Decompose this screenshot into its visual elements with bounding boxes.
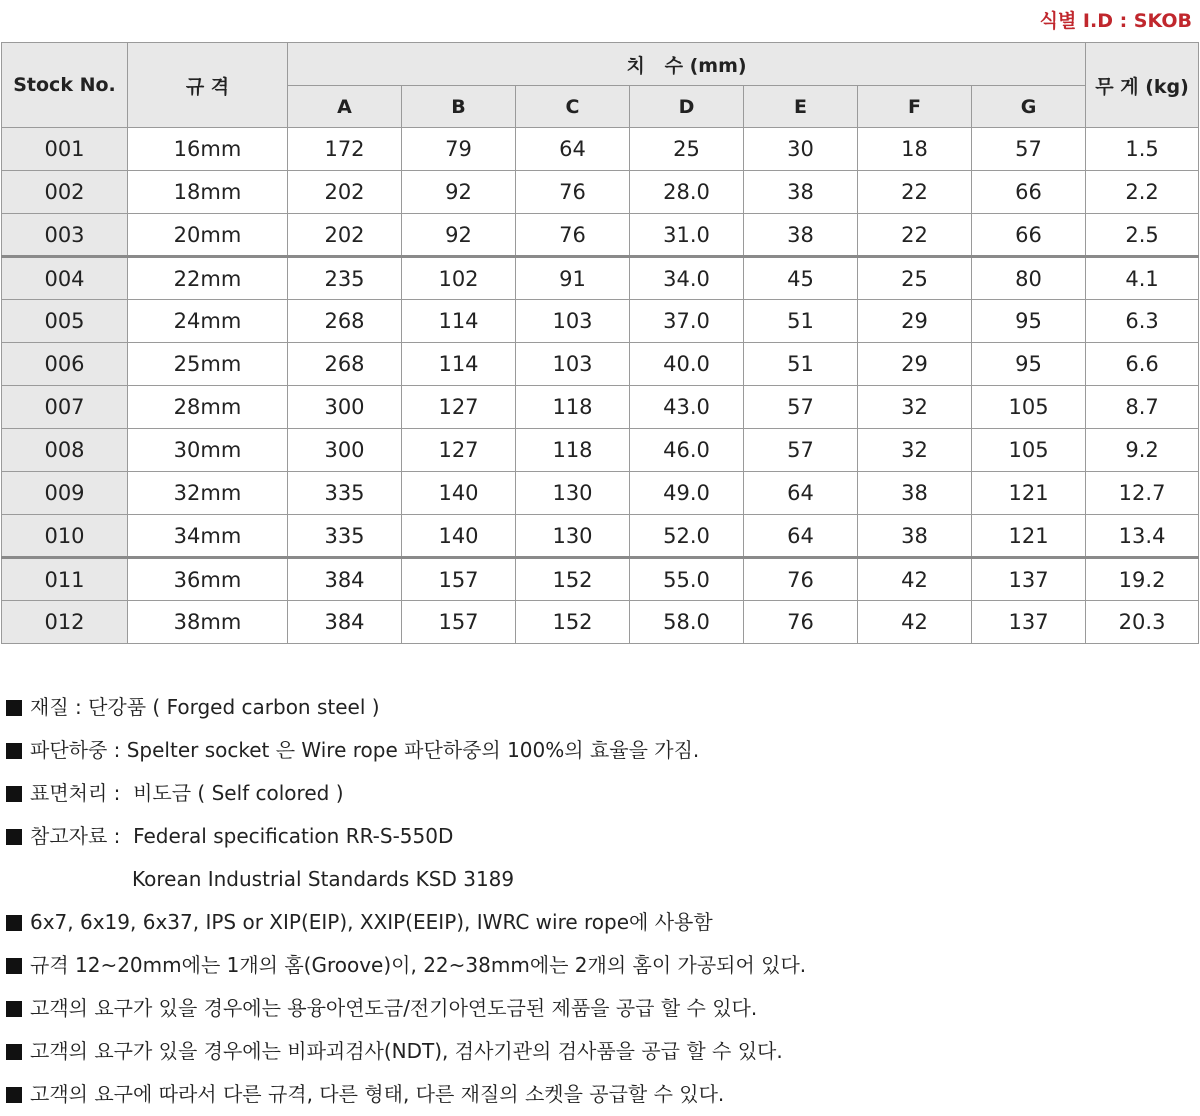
cell-d: 40.0 (630, 343, 744, 386)
note-text: 참고자료 : Federal specification RR-S-550D (30, 824, 454, 848)
header-weight: 무 게 (kg) (1086, 43, 1199, 128)
cell-f: 25 (858, 257, 972, 300)
cell-b: 114 (402, 343, 516, 386)
cell-e: 64 (744, 515, 858, 558)
table-row (2, 300, 1199, 343)
cell-b: 157 (402, 601, 516, 644)
cell-e: 76 (744, 558, 858, 601)
cell-stock-no: 011 (2, 558, 128, 601)
cell-b: 92 (402, 171, 516, 214)
header-dimensions: 치 수 (mm) (288, 43, 1086, 86)
header-col-b: B (402, 86, 516, 128)
table-row (2, 472, 1199, 515)
header-col-c: C (516, 86, 630, 128)
note-galvanizing (6, 987, 1196, 1030)
note-text: 파단하중 : Spelter socket 은 Wire rope 파단하중의 100%의 효율을 가짐. (30, 738, 700, 762)
cell-weight: 20.3 (1086, 601, 1199, 644)
cell-b: 79 (402, 128, 516, 171)
table-row (2, 515, 1199, 558)
cell-c: 91 (516, 257, 630, 300)
square-bullet-icon (6, 958, 22, 974)
cell-g: 57 (972, 128, 1086, 171)
cell-spec: 22mm (128, 257, 288, 300)
note-text: 고객의 요구에 따라서 다른 규격, 다른 형태, 다른 재질의 소켓을 공급할 수 있다. (30, 1082, 725, 1106)
cell-g: 66 (972, 214, 1086, 257)
note-text: 고객의 요구가 있을 경우에는 용융아연도금/전기아연도금된 제품을 공급 할 수 있다. (30, 996, 758, 1020)
square-bullet-icon (6, 743, 22, 759)
cell-c: 76 (516, 171, 630, 214)
cell-weight: 2.2 (1086, 171, 1199, 214)
note-reference-continued (6, 858, 1196, 901)
cell-g: 95 (972, 300, 1086, 343)
cell-d: 52.0 (630, 515, 744, 558)
cell-b: 92 (402, 214, 516, 257)
cell-weight: 1.5 (1086, 128, 1199, 171)
cell-f: 22 (858, 214, 972, 257)
cell-a: 172 (288, 128, 402, 171)
cell-a: 202 (288, 171, 402, 214)
cell-c: 64 (516, 128, 630, 171)
cell-c: 118 (516, 386, 630, 429)
cell-spec: 16mm (128, 128, 288, 171)
cell-g: 121 (972, 515, 1086, 558)
cell-a: 268 (288, 343, 402, 386)
cell-f: 32 (858, 386, 972, 429)
cell-f: 18 (858, 128, 972, 171)
cell-spec: 36mm (128, 558, 288, 601)
square-bullet-icon (6, 1001, 22, 1017)
header-col-d: D (630, 86, 744, 128)
cell-d: 58.0 (630, 601, 744, 644)
cell-b: 102 (402, 257, 516, 300)
cell-spec: 24mm (128, 300, 288, 343)
cell-spec: 32mm (128, 472, 288, 515)
cell-c: 76 (516, 214, 630, 257)
cell-e: 30 (744, 128, 858, 171)
cell-b: 127 (402, 429, 516, 472)
note-reference (6, 815, 1196, 858)
cell-d: 49.0 (630, 472, 744, 515)
note-ndt (6, 1030, 1196, 1073)
table-row (2, 386, 1199, 429)
cell-g: 105 (972, 429, 1086, 472)
cell-c: 152 (516, 558, 630, 601)
cell-c: 103 (516, 343, 630, 386)
cell-c: 130 (516, 472, 630, 515)
cell-d: 37.0 (630, 300, 744, 343)
cell-e: 76 (744, 601, 858, 644)
cell-e: 38 (744, 171, 858, 214)
cell-a: 300 (288, 429, 402, 472)
cell-stock-no: 002 (2, 171, 128, 214)
cell-weight: 4.1 (1086, 257, 1199, 300)
table-row (2, 601, 1199, 644)
note-wire-rope-usage (6, 901, 1196, 944)
cell-a: 384 (288, 601, 402, 644)
cell-spec: 18mm (128, 171, 288, 214)
cell-d: 43.0 (630, 386, 744, 429)
cell-d: 55.0 (630, 558, 744, 601)
cell-d: 34.0 (630, 257, 744, 300)
table-row (2, 257, 1199, 300)
square-bullet-icon (6, 829, 22, 845)
note-groove (6, 944, 1196, 987)
table-row (2, 214, 1199, 257)
cell-c: 118 (516, 429, 630, 472)
cell-spec: 30mm (128, 429, 288, 472)
table-row (2, 171, 1199, 214)
note-text: 규격 12~20mm에는 1개의 홈(Groove)이, 22~38mm에는 2개의 홈이 가공되어 있다. (30, 953, 807, 977)
table-row (2, 128, 1199, 171)
cell-stock-no: 005 (2, 300, 128, 343)
header-col-f: F (858, 86, 972, 128)
table-row (2, 343, 1199, 386)
product-id-label: 식별 I.D : SKOB (1039, 10, 1192, 32)
cell-weight: 2.5 (1086, 214, 1199, 257)
note-text: Korean Industrial Standards KSD 3189 (132, 867, 515, 891)
cell-g: 105 (972, 386, 1086, 429)
cell-b: 127 (402, 386, 516, 429)
note-custom-order (6, 1073, 1196, 1116)
cell-c: 152 (516, 601, 630, 644)
cell-f: 38 (858, 515, 972, 558)
cell-f: 22 (858, 171, 972, 214)
cell-spec: 20mm (128, 214, 288, 257)
cell-d: 25 (630, 128, 744, 171)
cell-f: 42 (858, 558, 972, 601)
cell-b: 157 (402, 558, 516, 601)
cell-weight: 9.2 (1086, 429, 1199, 472)
note-breaking-load (6, 729, 1196, 772)
cell-a: 202 (288, 214, 402, 257)
cell-stock-no: 009 (2, 472, 128, 515)
cell-d: 28.0 (630, 171, 744, 214)
square-bullet-icon (6, 700, 22, 716)
note-material (6, 686, 1196, 729)
notes-list (6, 686, 1196, 1116)
spec-table (1, 42, 1199, 644)
cell-b: 114 (402, 300, 516, 343)
square-bullet-icon (6, 786, 22, 802)
cell-a: 235 (288, 257, 402, 300)
cell-g: 137 (972, 558, 1086, 601)
cell-e: 57 (744, 429, 858, 472)
cell-d: 46.0 (630, 429, 744, 472)
cell-a: 300 (288, 386, 402, 429)
cell-a: 335 (288, 472, 402, 515)
cell-b: 140 (402, 472, 516, 515)
cell-weight: 6.3 (1086, 300, 1199, 343)
cell-stock-no: 006 (2, 343, 128, 386)
cell-weight: 8.7 (1086, 386, 1199, 429)
cell-spec: 25mm (128, 343, 288, 386)
cell-g: 121 (972, 472, 1086, 515)
cell-stock-no: 001 (2, 128, 128, 171)
header-col-g: G (972, 86, 1086, 128)
cell-d: 31.0 (630, 214, 744, 257)
spec-table-body (2, 128, 1199, 644)
header-spec: 규 격 (128, 43, 288, 128)
cell-a: 335 (288, 515, 402, 558)
table-row (2, 558, 1199, 601)
note-surface-finish (6, 772, 1196, 815)
note-text: 고객의 요구가 있을 경우에는 비파괴검사(NDT), 검사기관의 검사품을 공급 할 수 있다. (30, 1039, 783, 1063)
cell-e: 38 (744, 214, 858, 257)
cell-c: 130 (516, 515, 630, 558)
cell-e: 64 (744, 472, 858, 515)
cell-f: 29 (858, 300, 972, 343)
cell-a: 268 (288, 300, 402, 343)
cell-c: 103 (516, 300, 630, 343)
cell-e: 51 (744, 343, 858, 386)
cell-f: 42 (858, 601, 972, 644)
note-text: 표면처리 : 비도금 ( Self colored ) (30, 781, 344, 805)
cell-weight: 13.4 (1086, 515, 1199, 558)
cell-stock-no: 003 (2, 214, 128, 257)
cell-stock-no: 004 (2, 257, 128, 300)
cell-g: 66 (972, 171, 1086, 214)
header-stock-no: Stock No. (2, 43, 128, 128)
cell-weight: 19.2 (1086, 558, 1199, 601)
square-bullet-icon (6, 1044, 22, 1060)
cell-stock-no: 008 (2, 429, 128, 472)
cell-g: 80 (972, 257, 1086, 300)
cell-e: 45 (744, 257, 858, 300)
cell-f: 38 (858, 472, 972, 515)
cell-weight: 12.7 (1086, 472, 1199, 515)
cell-stock-no: 010 (2, 515, 128, 558)
note-text: 6x7, 6x19, 6x37, IPS or XIP(EIP), XXIP(EEIP), IWRC wire rope에 사용함 (30, 910, 713, 934)
cell-g: 95 (972, 343, 1086, 386)
cell-e: 51 (744, 300, 858, 343)
header-col-a: A (288, 86, 402, 128)
cell-f: 32 (858, 429, 972, 472)
cell-stock-no: 012 (2, 601, 128, 644)
cell-f: 29 (858, 343, 972, 386)
cell-weight: 6.6 (1086, 343, 1199, 386)
cell-a: 384 (288, 558, 402, 601)
cell-g: 137 (972, 601, 1086, 644)
cell-spec: 28mm (128, 386, 288, 429)
header-col-e: E (744, 86, 858, 128)
cell-b: 140 (402, 515, 516, 558)
cell-spec: 34mm (128, 515, 288, 558)
cell-stock-no: 007 (2, 386, 128, 429)
cell-spec: 38mm (128, 601, 288, 644)
square-bullet-icon (6, 915, 22, 931)
cell-e: 57 (744, 386, 858, 429)
note-text: 재질 : 단강품 ( Forged carbon steel ) (30, 695, 380, 719)
square-bullet-icon (6, 1087, 22, 1103)
table-row (2, 429, 1199, 472)
